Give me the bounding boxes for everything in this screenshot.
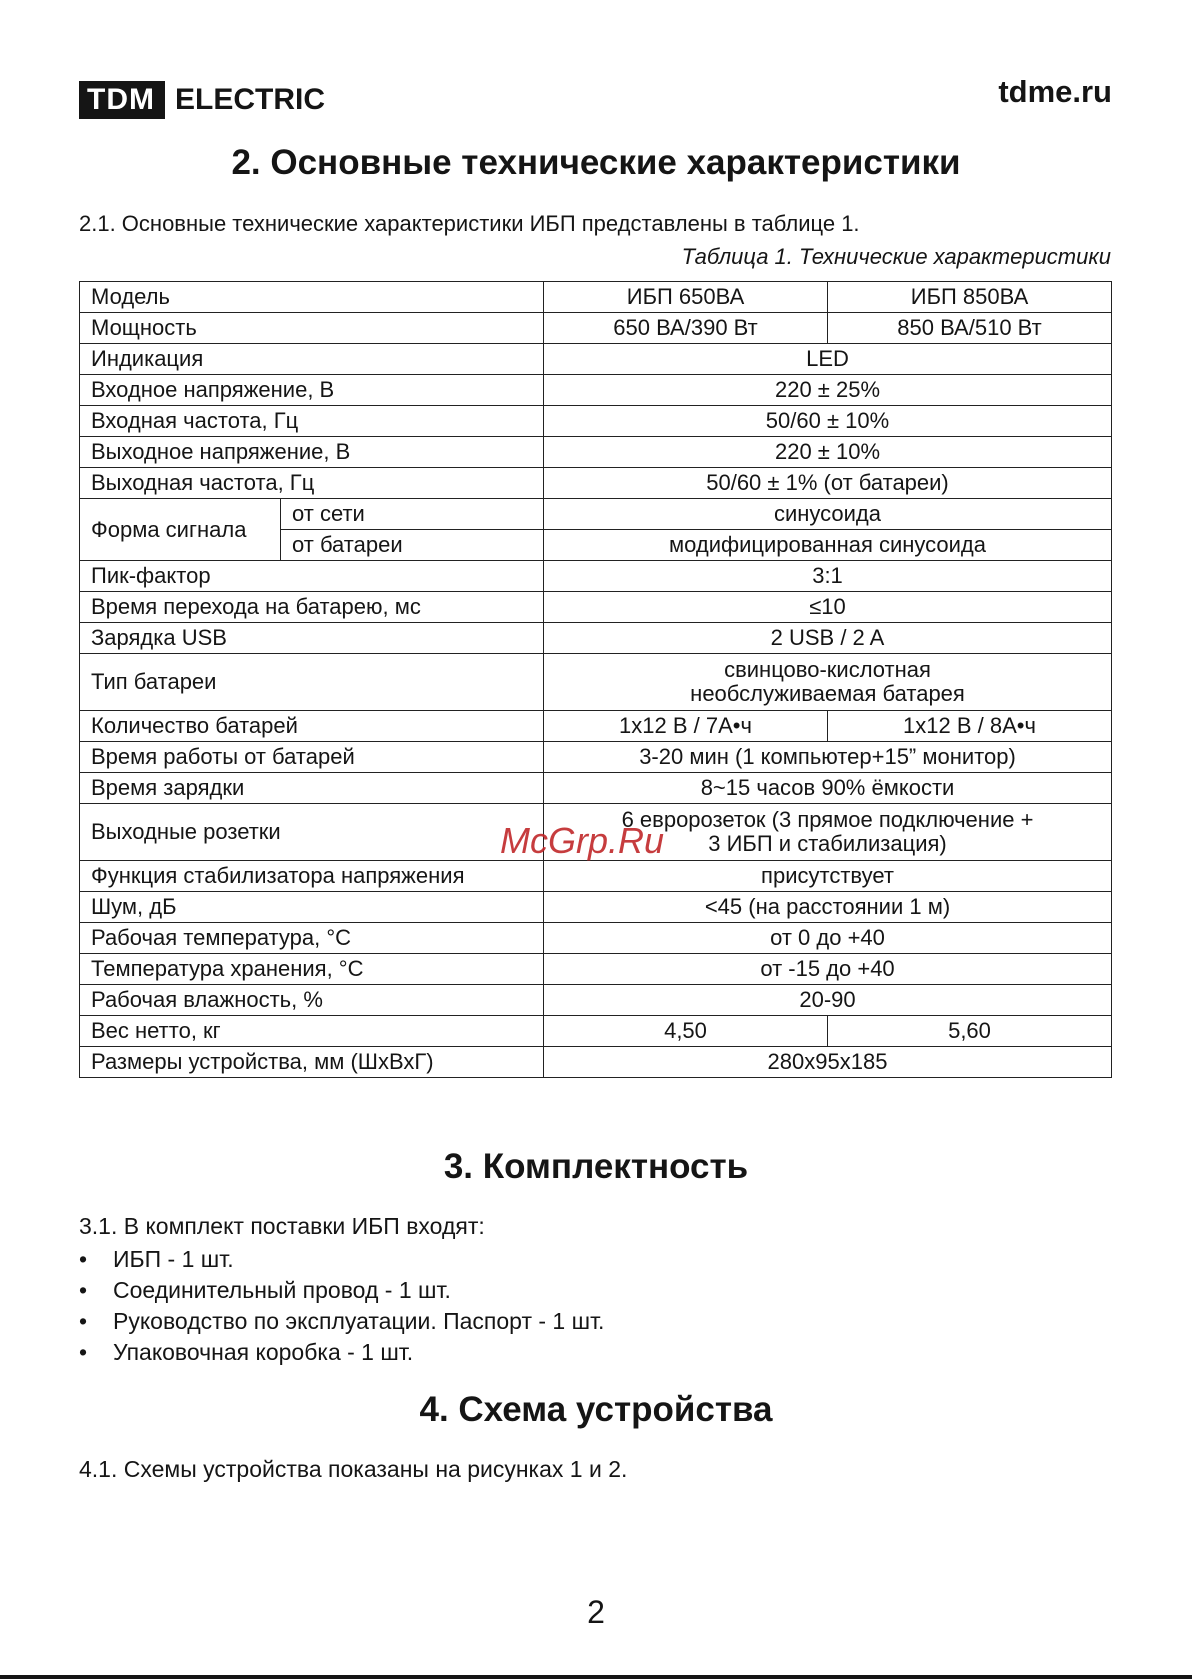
cell-value: 280х95х185 xyxy=(544,1047,1112,1078)
row-label: Тип батареи xyxy=(80,654,544,711)
cell-value xyxy=(544,654,1112,711)
page-number: 2 xyxy=(587,1594,605,1630)
cell-value: <45 (на расстоянии 1 м) xyxy=(544,892,1112,923)
cell-value: LED xyxy=(544,344,1112,375)
section-4-title: 4. Схема устройства xyxy=(419,1390,773,1429)
cell-line: необслуживаемая батарея xyxy=(690,681,965,706)
cell-line: 6 евророзеток (3 прямое подключение + xyxy=(621,807,1034,832)
table-row xyxy=(80,892,1112,923)
cell-value: 8~15 часов 90% ёмкости xyxy=(544,773,1112,804)
cell-value: 3:1 xyxy=(544,561,1112,592)
table-row xyxy=(80,561,1112,592)
table-row xyxy=(80,592,1112,623)
list-item-text: Упаковочная коробка - 1 шт. xyxy=(113,1339,414,1365)
cell-value: 50/60 ± 1% (от батареи) xyxy=(544,468,1112,499)
list-item xyxy=(79,1244,604,1275)
cell-value: ИБП 850ВА xyxy=(828,282,1112,313)
cell-value: 20-90 xyxy=(544,985,1112,1016)
watermark: McGrp.Ru xyxy=(500,820,665,861)
section-2-title: 2. Основные технические характеристики xyxy=(231,143,961,182)
table-row xyxy=(80,1047,1112,1078)
table-row xyxy=(80,654,1112,711)
sub-label: от батареи xyxy=(281,530,544,561)
list-item-text: Руководство по эксплуатации. Паспорт - 1 шт. xyxy=(113,1308,605,1334)
cell-value: 3-20 мин (1 компьютер+15” монитор) xyxy=(544,742,1112,773)
row-label: Входная частота, Гц xyxy=(80,406,544,437)
row-label: Размеры устройства, мм (ШхВхГ) xyxy=(80,1047,544,1078)
table-row xyxy=(80,468,1112,499)
bullet: • xyxy=(79,1277,88,1303)
section-3-intro: 3.1. В комплект поставки ИБП входят: xyxy=(79,1213,485,1239)
cell-value: 1х12 В / 8А•ч xyxy=(828,711,1112,742)
table-row xyxy=(80,375,1112,406)
specs-table xyxy=(79,281,1112,1078)
table-row xyxy=(80,406,1112,437)
bullet-list xyxy=(79,1244,604,1368)
list-item-text: ИБП - 1 шт. xyxy=(113,1246,234,1272)
table-row xyxy=(80,861,1112,892)
sub-label: от сети xyxy=(281,499,544,530)
cell-value: 4,50 xyxy=(544,1016,828,1047)
row-label: Выходная частота, Гц xyxy=(80,468,544,499)
row-label: Вес нетто, кг xyxy=(80,1016,544,1047)
row-label: Время перехода на батарею, мс xyxy=(80,592,544,623)
table-row xyxy=(80,623,1112,654)
cell-line: свинцово-кислотная xyxy=(724,657,931,682)
bullet: • xyxy=(79,1246,88,1272)
table-row xyxy=(80,344,1112,375)
cell-value: 220 ± 10% xyxy=(544,437,1112,468)
table-row xyxy=(80,954,1112,985)
tdm-electric-logo xyxy=(79,81,325,119)
section-3-title: 3. Комплектность xyxy=(443,1147,749,1186)
row-label: Функция стабилизатора напряжения xyxy=(80,861,544,892)
row-label: Форма сигнала xyxy=(80,499,281,561)
cell-value: синусоида xyxy=(544,499,1112,530)
cell-value: модифицированная синусоида xyxy=(544,530,1112,561)
table-caption: Таблица 1. Технические характеристики xyxy=(681,244,1111,269)
row-label: Время работы от батарей xyxy=(80,742,544,773)
site-url: tdme.ru xyxy=(998,74,1112,109)
logo-word: ELECTRIC xyxy=(174,83,325,116)
list-item xyxy=(79,1337,604,1368)
table-row xyxy=(80,282,1112,313)
row-label: Зарядка USB xyxy=(80,623,544,654)
row-label: Пик-фактор xyxy=(80,561,544,592)
list-item xyxy=(79,1306,604,1337)
logo-box: TDM xyxy=(79,81,165,119)
row-label: Шум, дБ xyxy=(80,892,544,923)
row-label: Температура хранения, °С xyxy=(80,954,544,985)
row-label: Рабочая влажность, % xyxy=(80,985,544,1016)
table-row xyxy=(80,711,1112,742)
bullet: • xyxy=(79,1308,88,1334)
cell-value: от -15 до +40 xyxy=(544,954,1112,985)
list-item-text: Соединительный провод - 1 шт. xyxy=(113,1277,451,1303)
table-row xyxy=(80,923,1112,954)
cell-value: ИБП 650ВА xyxy=(544,282,828,313)
list-item xyxy=(79,1275,604,1306)
cell-value: 5,60 xyxy=(828,1016,1112,1047)
bottom-rule xyxy=(0,1675,1192,1679)
row-label: Индикация xyxy=(80,344,544,375)
page-header xyxy=(79,74,1112,124)
section-4-intro: 4.1. Схемы устройства показаны на рисунках 1 и 2. xyxy=(79,1456,628,1482)
cell-value: 2 USB / 2 A xyxy=(544,623,1112,654)
row-label: Количество батарей xyxy=(80,711,544,742)
row-label: Рабочая температура, °С xyxy=(80,923,544,954)
cell-value: ≤10 xyxy=(544,592,1112,623)
section-2-intro: 2.1. Основные технические характеристики ИБП представлены в таблице 1. xyxy=(79,211,860,236)
cell-value: 650 ВА/390 Вт xyxy=(544,313,828,344)
table-row xyxy=(80,1016,1112,1047)
row-label: Выходные розетки xyxy=(80,804,544,861)
cell-line: 3 ИБП и стабилизация) xyxy=(708,831,947,856)
row-label: Входное напряжение, В xyxy=(80,375,544,406)
row-label: Модель xyxy=(80,282,544,313)
bullet: • xyxy=(79,1339,88,1365)
cell-value: 50/60 ± 10% xyxy=(544,406,1112,437)
table-row xyxy=(80,985,1112,1016)
row-label: Мощность xyxy=(80,313,544,344)
row-label: Время зарядки xyxy=(80,773,544,804)
cell-value: 220 ± 25% xyxy=(544,375,1112,406)
cell-value: 1х12 В / 7А•ч xyxy=(544,711,828,742)
cell-value: присутствует xyxy=(544,861,1112,892)
cell-value: от 0 до +40 xyxy=(544,923,1112,954)
table-row xyxy=(80,499,1112,530)
cell-value: 850 ВА/510 Вт xyxy=(828,313,1112,344)
table-row xyxy=(80,742,1112,773)
table-row xyxy=(80,773,1112,804)
table-row xyxy=(80,437,1112,468)
table-row xyxy=(80,313,1112,344)
row-label: Выходное напряжение, В xyxy=(80,437,544,468)
